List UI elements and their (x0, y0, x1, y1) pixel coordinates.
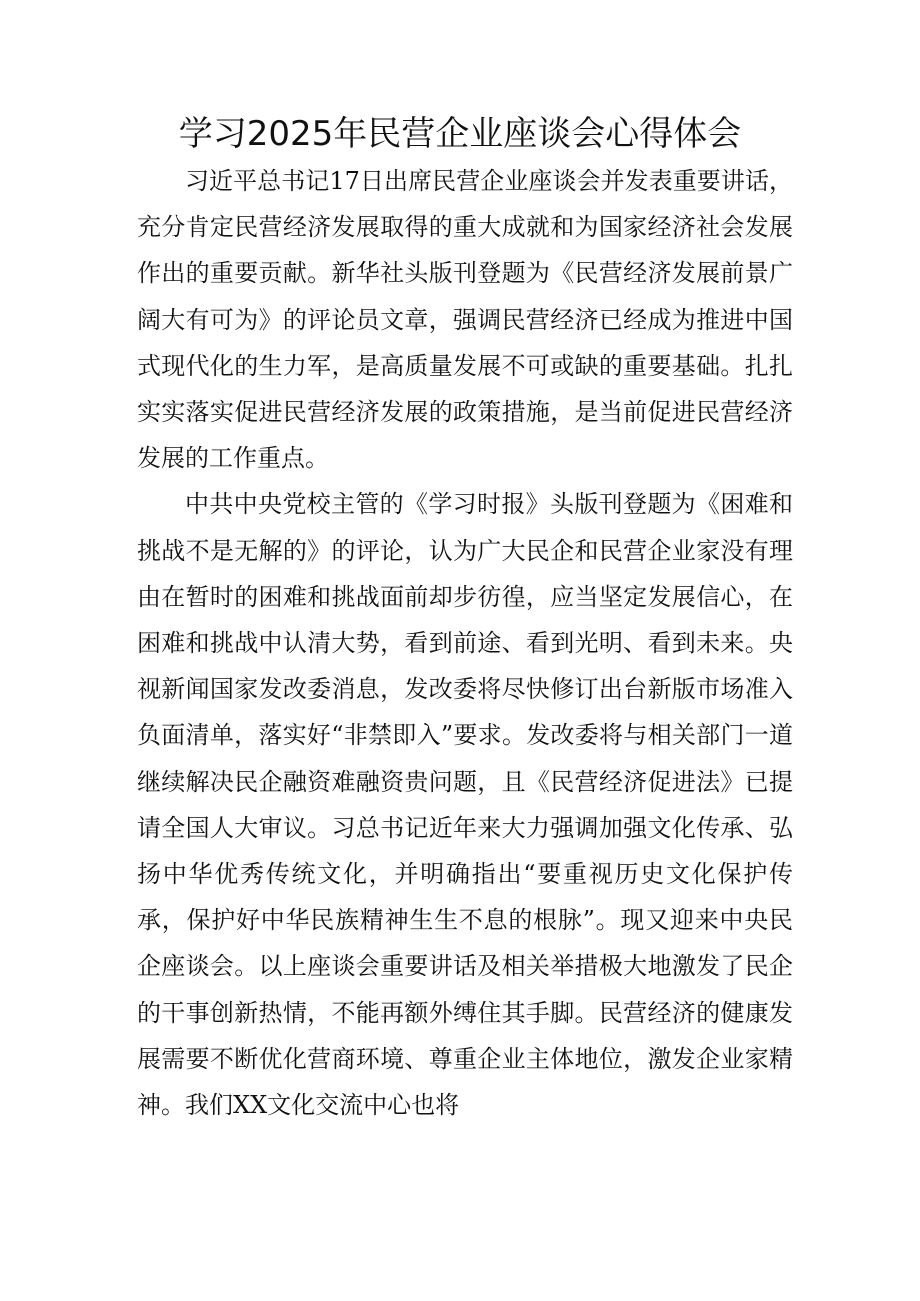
paragraph-1: 习近平总书记17日出席民营企业座谈会并发表重要讲话，充分肯定民营经济发展取得的重大成就和为国家经济社会发展作出的重要贡献。新华社头版刊登题为《民营经济发展前景广阔大有可为》的评论员文章，强调民营经济已经成为推进中国式现代化的生力军，是高质量发展不可或缺的重要基础。扎扎实实落实促进民营经济发展的政策措施，是当前促进民营经济发展的工作重点。 (137, 167, 793, 473)
document-body (137, 158, 793, 1128)
paragraph-2: 中共中央党校主管的《学习时报》头版刊登题为《困难和挑战不是无解的》的评论，认为广大民企和民营企业家没有理由在暂时的困难和挑战面前却步彷徨，应当坚定发展信心，在困难和挑战中认清大势，看到前途、看到光明、看到未来。央视新闻国家发改委消息，发改委将尽快修订出台新版市场准入负面清单，落实好“非禁即入”要求。发改委将与相关部门一道继续解决民企融资难融资贵问题，且《民营经济促进法》已提请全国人大审议。习总书记近年来大力强调加强文化传承、弘扬中华优秀传统文化，并明确指出“要重视历史文化保护传承，保护好中华民族精神生生不息的根脉”。现又迎来中央民企座谈会。以上座谈会重要讲话及相关举措极大地激发了民企的干事创新热情，不能再额外缚住其手脚。民营经济的健康发展需要不断优化营商环境、尊重企业主体地位，激发企业家精神。我们XX文化交流中心也将 (137, 490, 793, 1120)
document-title: 学习2025年民营企业座谈会心得体会 (178, 114, 742, 154)
